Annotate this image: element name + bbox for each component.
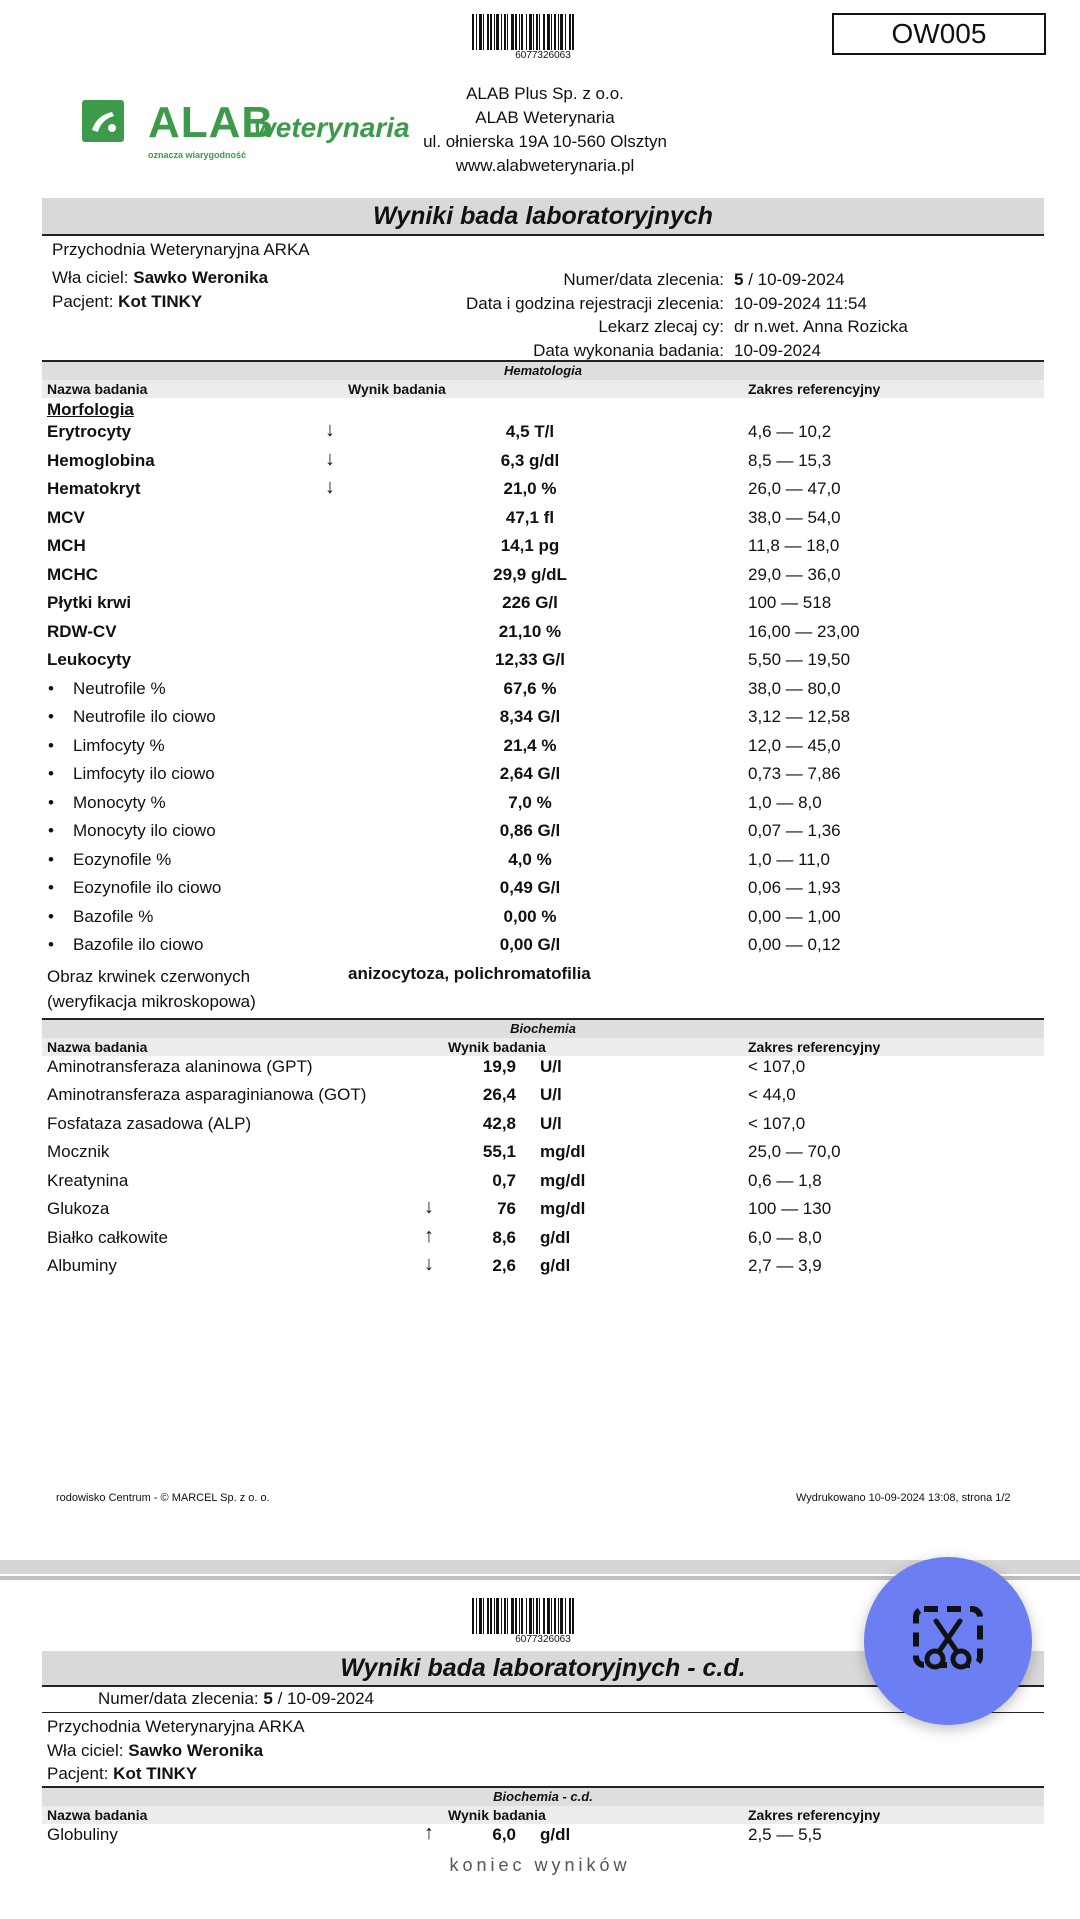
test-ref: 100 — 130 xyxy=(748,1199,832,1218)
test-value: 8,6 xyxy=(492,1228,516,1247)
test-value: 4,0 % xyxy=(508,850,552,869)
test-ref: < 107,0 xyxy=(748,1114,806,1133)
test-ref: 38,0 — 54,0 xyxy=(748,508,841,527)
table-row xyxy=(0,419,1080,448)
logo-sub: weterynaria xyxy=(254,112,410,143)
owner-label: Wła ciciel: xyxy=(47,1741,124,1760)
col-ref: Zakres referencyjny xyxy=(748,1039,881,1055)
owner-line-page2 xyxy=(47,1741,263,1761)
test-ref: 0,73 — 7,86 xyxy=(748,764,841,783)
test-ref: < 107,0 xyxy=(748,1057,806,1076)
test-name: MCH xyxy=(47,536,86,555)
bullet-icon: • xyxy=(48,907,54,926)
test-value: 55,1 xyxy=(482,1142,516,1161)
test-value: 8,34 G/l xyxy=(499,707,561,726)
test-ref: 0,06 — 1,93 xyxy=(748,878,841,897)
test-name: Monocyty % xyxy=(73,793,166,812)
col-result: Wynik badania xyxy=(448,1039,546,1055)
test-name: Mocznik xyxy=(47,1142,110,1161)
test-name: MCV xyxy=(47,508,85,527)
table-row xyxy=(0,1142,1080,1168)
table-row xyxy=(0,565,1080,591)
report-title-continued: Wyniki bada laboratoryjnych - c.d. xyxy=(42,1651,1044,1687)
owner-line xyxy=(52,268,268,288)
barcode-bars xyxy=(472,1598,614,1634)
bullet-icon: • xyxy=(48,679,54,698)
test-value: 2,6 xyxy=(492,1256,516,1275)
test-value: 226 G/l xyxy=(502,593,558,612)
test-name: Erytrocyty xyxy=(47,422,132,441)
morphology-group: Morfologia xyxy=(47,400,134,419)
barcode-number: 6077326063 xyxy=(515,50,571,61)
test-value: 19,9 xyxy=(482,1057,516,1076)
barcode xyxy=(472,14,614,61)
test-ref: 0,6 — 1,8 xyxy=(748,1171,822,1190)
order-values xyxy=(734,268,908,362)
test-unit: g/dl xyxy=(540,1228,571,1247)
table-row xyxy=(0,448,1080,477)
test-name: Limfocyty ilo ciowo xyxy=(73,764,215,783)
exec-date-value: 10-09-2024 xyxy=(734,340,821,360)
barcode-bars xyxy=(472,14,614,50)
table-row xyxy=(0,593,1080,619)
up-arrow-icon: ↑ xyxy=(424,1822,434,1844)
test-value: 21,10 % xyxy=(498,622,562,641)
footer-right: Wydrukowano 10-09-2024 13:08, strona 1/2 xyxy=(796,1492,1011,1504)
bullet-icon: • xyxy=(48,821,54,840)
bullet-icon: • xyxy=(48,707,54,726)
table-row xyxy=(0,508,1080,534)
page-code: OW005 xyxy=(832,13,1046,55)
test-ref: 0,00 — 0,12 xyxy=(748,935,841,954)
test-name: Leukocyty xyxy=(47,650,132,669)
test-unit: mg/dl xyxy=(540,1171,586,1190)
test-ref: 12,0 — 45,0 xyxy=(748,736,841,755)
table-row xyxy=(0,476,1080,505)
smear-label-line-2: (weryfikacja mikroskopowa) xyxy=(47,992,256,1011)
order-number-bold: 5 xyxy=(734,270,744,289)
test-unit: U/l xyxy=(540,1085,562,1104)
col-name: Nazwa badania xyxy=(47,1039,148,1055)
clinic-name-page2: Przychodnia Weterynaryjna ARKA xyxy=(47,1717,305,1736)
hematology-column-headers xyxy=(42,380,1044,398)
test-name: Kreatynina xyxy=(47,1171,129,1190)
order-number-rest: / 10-09-2024 xyxy=(272,1689,374,1708)
divider xyxy=(42,1712,1044,1713)
patient-label: Pacjent: xyxy=(47,1764,109,1783)
test-value: 6,0 xyxy=(492,1825,516,1844)
biochemistry-column-headers xyxy=(42,1038,1044,1056)
test-name: Fosfataza zasadowa (ALP) xyxy=(47,1114,252,1133)
company-line-3: ul. ołnierska 19A 10-560 Olsztyn xyxy=(423,132,667,151)
table-row xyxy=(0,1225,1080,1254)
smear-label-line-1: Obraz krwinek czerwonych xyxy=(47,967,251,986)
test-value: 4,5 T/l xyxy=(505,422,555,441)
test-ref: 26,0 — 47,0 xyxy=(748,479,841,498)
biochemistry-cd-section-header: Biochemia - c.d. xyxy=(42,1786,1044,1806)
test-ref: < 44,0 xyxy=(748,1085,796,1104)
test-value: 21,4 % xyxy=(503,736,557,755)
test-unit: U/l xyxy=(540,1057,562,1076)
table-row xyxy=(0,650,1080,676)
test-ref: 4,6 — 10,2 xyxy=(748,422,832,441)
test-value: 47,1 fl xyxy=(505,508,555,527)
col-ref: Zakres referencyjny xyxy=(748,381,881,397)
order-number-bold: 5 xyxy=(263,1689,273,1708)
alab-logo-mark-icon xyxy=(82,100,124,142)
test-value: 0,7 xyxy=(492,1171,516,1190)
test-ref: 25,0 — 70,0 xyxy=(748,1142,841,1161)
table-row xyxy=(0,764,1080,790)
test-value: 6,3 g/dl xyxy=(500,451,560,470)
test-value: 14,1 pg xyxy=(500,536,560,555)
test-value: 2,64 G/l xyxy=(499,764,561,783)
table-row xyxy=(0,1196,1080,1225)
test-value: 0,00 % xyxy=(503,907,557,926)
up-arrow-icon: ↑ xyxy=(424,1225,434,1247)
test-name: Bazofile ilo ciowo xyxy=(73,935,204,954)
test-ref: 1,0 — 8,0 xyxy=(748,793,822,812)
bullet-icon: • xyxy=(48,736,54,755)
test-ref: 2,7 — 3,9 xyxy=(748,1256,822,1275)
clinic-name: Przychodnia Weterynaryjna ARKA xyxy=(52,240,310,259)
test-name: RDW-CV xyxy=(47,622,117,641)
doctor-label: Lekarz zlecaj cy: xyxy=(598,317,724,336)
test-value: 29,9 g/dL xyxy=(493,565,567,584)
table-row xyxy=(0,1171,1080,1197)
test-value: 0,49 G/l xyxy=(499,878,561,897)
down-arrow-icon: ↓ xyxy=(325,448,335,470)
order-number-label: Numer/data zlecenia: xyxy=(563,270,724,289)
test-ref: 29,0 — 36,0 xyxy=(748,565,841,584)
down-arrow-icon: ↓ xyxy=(325,476,335,498)
table-row xyxy=(0,679,1080,705)
test-name: Limfocyty % xyxy=(73,736,165,755)
registration-value: 10-09-2024 11:54 xyxy=(734,293,867,313)
test-unit: U/l xyxy=(540,1114,562,1133)
col-result: Wynik badania xyxy=(348,381,446,397)
col-name: Nazwa badania xyxy=(47,381,148,397)
bullet-icon: • xyxy=(48,935,54,954)
test-name: Eozynofile ilo ciowo xyxy=(73,878,222,897)
test-value: 7,0 % xyxy=(508,793,552,812)
test-name: Neutrofile % xyxy=(73,679,166,698)
test-ref: 0,07 — 1,36 xyxy=(748,821,841,840)
test-unit: g/dl xyxy=(540,1256,571,1275)
barcode-page2 xyxy=(472,1598,614,1645)
table-row xyxy=(0,1085,1080,1111)
down-arrow-icon: ↓ xyxy=(325,419,335,441)
down-arrow-icon: ↓ xyxy=(424,1196,434,1218)
bullet-icon: • xyxy=(48,793,54,812)
report-title: Wyniki bada laboratoryjnych xyxy=(42,198,1044,236)
col-ref: Zakres referencyjny xyxy=(748,1807,881,1823)
test-value: 26,4 xyxy=(482,1085,516,1104)
screenshot-button[interactable] xyxy=(864,1557,1032,1725)
company-line-2: ALAB Weterynaria xyxy=(475,108,615,127)
test-unit: mg/dl xyxy=(540,1199,586,1218)
test-value: 0,00 G/l xyxy=(499,935,561,954)
down-arrow-icon: ↓ xyxy=(424,1253,434,1275)
table-row xyxy=(0,907,1080,933)
alab-logo xyxy=(82,96,410,166)
table-row xyxy=(0,1057,1080,1083)
test-name: Aminotransferaza asparaginianowa (GOT) xyxy=(47,1085,367,1104)
test-name: Globuliny xyxy=(47,1825,118,1844)
patient-line xyxy=(52,292,202,312)
order-labels xyxy=(420,268,724,362)
patient-line-page2 xyxy=(47,1764,197,1784)
test-value: 21,0 % xyxy=(503,479,557,498)
test-ref: 100 — 518 xyxy=(748,593,832,612)
test-ref: 6,0 — 8,0 xyxy=(748,1228,822,1247)
test-name: Białko całkowite xyxy=(47,1228,168,1247)
smear-label xyxy=(47,964,256,1014)
test-ref: 1,0 — 11,0 xyxy=(748,850,830,869)
owner-label: Wła ciciel: xyxy=(52,268,129,287)
screenshot-scissors-icon xyxy=(908,1601,988,1681)
test-unit: mg/dl xyxy=(540,1142,586,1161)
test-name: Neutrofile ilo ciowo xyxy=(73,707,216,726)
test-name: Płytki krwi xyxy=(47,593,132,612)
test-ref: 16,00 — 23,00 xyxy=(748,622,860,641)
table-row xyxy=(0,622,1080,648)
registration-label: Data i godzina rejestracji zlecenia: xyxy=(466,293,724,313)
col-name: Nazwa badania xyxy=(47,1807,148,1823)
order-number-value xyxy=(734,268,908,292)
test-value: 42,8 xyxy=(482,1114,516,1133)
smear-value: anizocytoza, polichromatofilia xyxy=(348,964,591,983)
test-name: Hematokryt xyxy=(47,479,141,498)
biochemistry-section-header: Biochemia xyxy=(42,1018,1044,1038)
test-value: 0,86 G/l xyxy=(499,821,561,840)
table-row xyxy=(0,736,1080,762)
test-value: 76 xyxy=(497,1199,516,1218)
owner-value: Sawko Weronika xyxy=(128,1741,264,1760)
test-ref: 3,12 — 12,58 xyxy=(748,707,851,726)
company-line-4[interactable]: www.alabweterynaria.pl xyxy=(455,156,635,175)
order-number-rest: / 10-09-2024 xyxy=(743,270,845,289)
owner-value: Sawko Weronika xyxy=(133,268,269,287)
test-name: Glukoza xyxy=(47,1199,110,1218)
bullet-icon: • xyxy=(48,878,54,897)
table-row xyxy=(0,793,1080,819)
table-row xyxy=(0,536,1080,562)
test-ref: 5,50 — 19,50 xyxy=(748,650,851,669)
bullet-icon: • xyxy=(48,764,54,783)
test-name: Aminotransferaza alaninowa (GPT) xyxy=(47,1057,313,1076)
table-row xyxy=(0,707,1080,733)
end-of-results: koniec wyników xyxy=(449,1855,631,1875)
col-result: Wynik badania xyxy=(448,1807,546,1823)
company-line-1: ALAB Plus Sp. z o.o. xyxy=(466,84,624,103)
biochemistry-cd-column-headers xyxy=(42,1806,1044,1824)
table-row xyxy=(0,1114,1080,1140)
patient-value: Kot TINKY xyxy=(118,292,203,311)
test-ref: 38,0 — 80,0 xyxy=(748,679,841,698)
test-ref: 8,5 — 15,3 xyxy=(748,451,832,470)
test-name: Monocyty ilo ciowo xyxy=(73,821,216,840)
table-row xyxy=(0,850,1080,876)
patient-label: Pacjent: xyxy=(52,292,114,311)
test-ref: 2,5 — 5,5 xyxy=(748,1825,822,1844)
test-name: MCHC xyxy=(47,565,98,584)
table-row xyxy=(0,1822,1080,1851)
test-value: 67,6 % xyxy=(503,679,557,698)
test-name: Eozynofile % xyxy=(73,850,172,869)
test-value: 12,33 G/l xyxy=(495,650,565,669)
footer-left: rodowisko Centrum - © MARCEL Sp. z o. o. xyxy=(56,1492,270,1504)
test-unit: g/dl xyxy=(540,1825,571,1844)
logo-brand: ALAB xyxy=(148,98,275,147)
bullet-icon: • xyxy=(48,850,54,869)
test-name: Hemoglobina xyxy=(47,451,155,470)
table-row xyxy=(0,821,1080,847)
logo-tagline: oznacza wiarygodność xyxy=(148,150,247,160)
test-name: Bazofile % xyxy=(73,907,154,926)
table-row xyxy=(0,878,1080,904)
hematology-section-header: Hematologia xyxy=(42,360,1044,380)
test-name: Albuminy xyxy=(47,1256,117,1275)
exec-date-label: Data wykonania badania: xyxy=(533,340,724,360)
barcode-number: 6077326063 xyxy=(515,1634,571,1645)
table-row xyxy=(0,1253,1080,1282)
doctor-value: dr n.wet. Anna Rozicka xyxy=(734,317,908,336)
order-line-page2 xyxy=(98,1689,374,1709)
test-ref: 0,00 — 1,00 xyxy=(748,907,841,926)
company-address xyxy=(390,82,700,178)
test-ref: 11,8 — 18,0 xyxy=(748,536,840,555)
order-label: Numer/data zlecenia: xyxy=(98,1689,259,1708)
table-row xyxy=(0,935,1080,961)
patient-value: Kot TINKY xyxy=(113,1764,198,1783)
